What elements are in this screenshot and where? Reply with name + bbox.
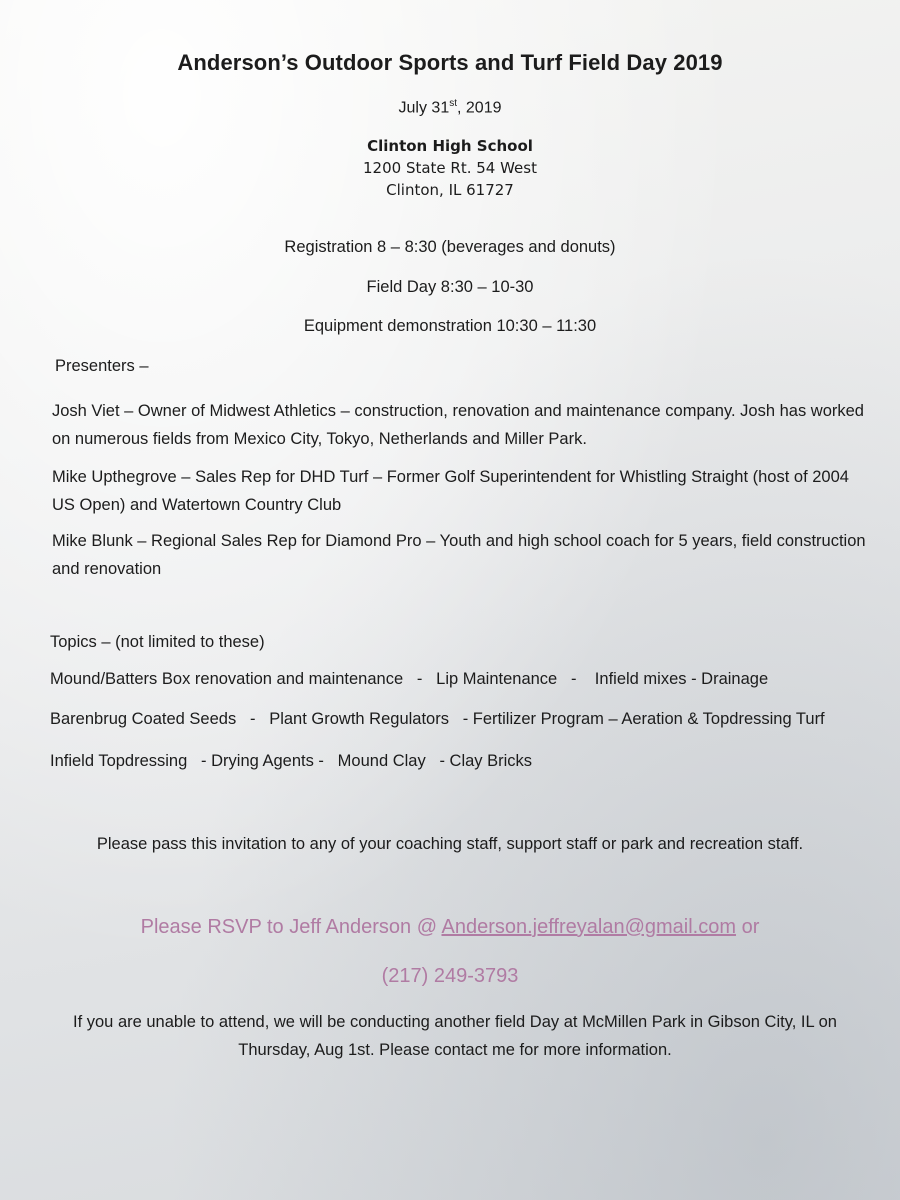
presenter-item: Mike Upthegrove – Sales Rep for DHD Turf – Former Golf Superintendent for Whistling Straight (host of 2004 US Open) and Watertown Country Club: [52, 468, 849, 514]
schedule-equipment-demo: Equipment demonstration 10:30 – 11:30: [303, 317, 597, 335]
event-date: [0, 98, 900, 117]
rsvp-email-link[interactable]: Anderson.jeffreyalan@gmail.com: [441, 916, 737, 938]
date-year: , 2019: [457, 99, 502, 117]
topic-line: Infield Topdressing - Drying Agents - Mound Clay - Clay Bricks: [50, 752, 533, 770]
date-ordinal-suffix: st: [449, 98, 457, 109]
rsvp-phone: (217) 249-3793: [381, 965, 519, 987]
pass-along-note: Please pass this invitation to any of your coaching staff, support staff or park and recreation staff.: [96, 835, 804, 853]
rsvp-prefix: Please RSVP to Jeff Anderson @: [140, 916, 442, 938]
venue-name: Clinton High School: [367, 137, 533, 155]
topic-line: Mound/Batters Box renovation and maintenance - Lip Maintenance - Infield mixes - Drainage: [50, 670, 769, 688]
date-text: July 31: [398, 99, 450, 117]
topics-heading: Topics – (not limited to these): [50, 633, 265, 651]
venue-city: Clinton, IL 61727: [386, 181, 514, 199]
rsvp-suffix: or: [736, 916, 760, 938]
schedule-field-day: Field Day 8:30 – 10-30: [366, 278, 534, 296]
alternate-event-note: If you are unable to attend, we will be conducting another field Day at McMillen Park in Gibson City, IL on Thursday, Aug 1st. Please contact me for more information.: [73, 1013, 837, 1059]
venue-address: [0, 135, 900, 201]
schedule-registration: Registration 8 – 8:30 (beverages and donuts): [284, 238, 616, 256]
presenters-heading: Presenters –: [55, 357, 149, 375]
presenter-item: Mike Blunk – Regional Sales Rep for Diamond Pro – Youth and high school coach for 5 years, field construction and renovation: [52, 532, 866, 578]
page-title: Anderson’s Outdoor Sports and Turf Field Day 2019: [177, 50, 723, 75]
rsvp-line: [0, 916, 900, 939]
topic-line: Barenbrug Coated Seeds - Plant Growth Regulators - Fertilizer Program – Aeration & Topdressing Turf: [50, 710, 825, 728]
presenter-item: Josh Viet – Owner of Midwest Athletics – construction, renovation and maintenance company. Josh has worked on numerous fields from Mexico City, Tokyo, Netherlands and Miller Park.: [52, 402, 864, 448]
venue-street: 1200 State Rt. 54 West: [363, 159, 537, 177]
